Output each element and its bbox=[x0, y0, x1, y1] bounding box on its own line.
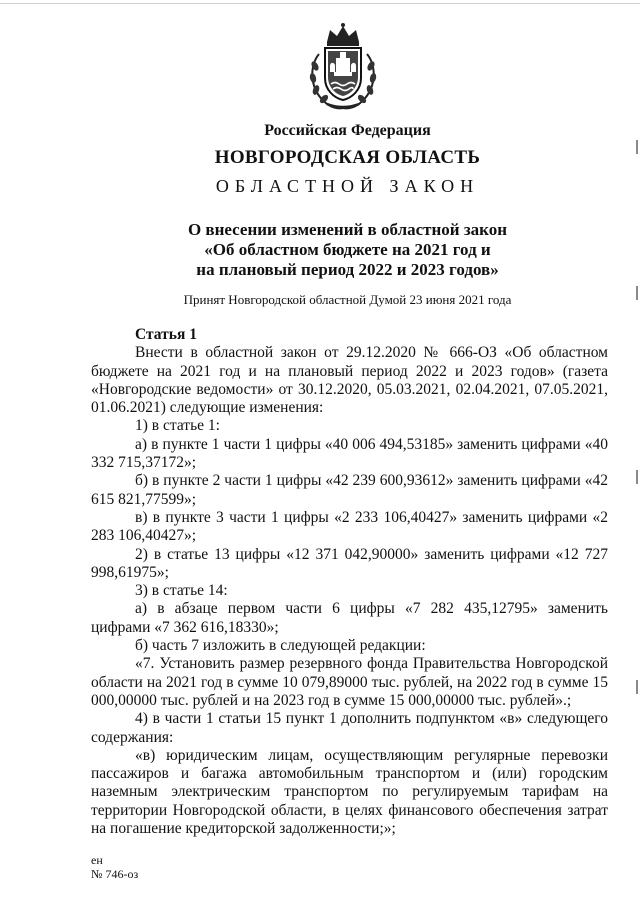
body-paragraph: а) в пункте 1 части 1 цифры «40 006 494,53185» заменить цифрами «40 332 715,37172»; bbox=[91, 435, 608, 472]
body-paragraph: 2) в статье 13 цифры «12 371 042,90000» заменить цифрами «12 727 998,61975»; bbox=[91, 545, 608, 581]
scan-edge-mark bbox=[636, 470, 638, 484]
region-heading: НОВГОРОДСКАЯ ОБЛАСТЬ bbox=[214, 147, 481, 168]
article-heading: Статья 1 bbox=[135, 326, 197, 343]
footer-initials: ен bbox=[91, 853, 103, 867]
footer-law-number: № 746-оз bbox=[91, 867, 139, 881]
law-body bbox=[91, 326, 608, 838]
body-paragraph: в) в пункте 3 части 1 цифры «2 233 106,40427» заменить цифрами «2 283 106,40427»; bbox=[91, 508, 608, 545]
body-paragraph: б) в пункте 2 части 1 цифры «42 239 600,93612» заменить цифрами «42 615 821,77599»; bbox=[91, 472, 608, 508]
document-footer bbox=[91, 853, 138, 881]
law-title-line: на плановый период 2022 и 2023 годов» bbox=[196, 260, 499, 279]
body-paragraph: «в) юридическим лицам, осуществляющим регулярные перевозки пассажиров и багажа автомобильным транспортом и (или) городским наземным электрическим транспортом по регулируемым тарифам на территории Новгородской области, в целях финансового обеспечения затрат на погашение кредиторской задолженности;»; bbox=[91, 746, 608, 838]
law-title-line: О внесении изменений в областной закон bbox=[187, 220, 508, 239]
adoption-note: Принят Новгородской областной Думой 23 июня 2021 года bbox=[183, 292, 512, 307]
body-paragraph: а) в абзаце первом части 6 цифры «7 282 435,12795» заменить цифрами «7 362 616,18330»; bbox=[91, 600, 608, 636]
scan-edge-mark bbox=[636, 680, 638, 694]
scan-top-edge bbox=[0, 3, 640, 4]
novgorod-coat-of-arms-icon bbox=[303, 20, 383, 112]
law-title-line: «Об областном бюджете на 2021 год и bbox=[204, 240, 491, 259]
law-type-heading: ОБЛАСТНОЙ ЗАКОН bbox=[215, 176, 480, 196]
body-paragraph: 1) в статье 1: bbox=[135, 417, 220, 435]
body-paragraph: б) часть 7 изложить в следующей редакции: bbox=[135, 637, 426, 655]
body-paragraph: «7. Установить размер резервного фонда Правительства Новгородской области на 2021 год в сумме 10 079,89000 тыс. рублей, на 2022 год в сумме 15 000,00000 тыс. рублей и на 2023 год в сумме 15 000,00000 тыс. рублей».; bbox=[91, 655, 608, 709]
body-paragraph: 3) в статье 14: bbox=[135, 582, 228, 600]
law-title bbox=[0, 220, 640, 280]
body-paragraph: Внести в областной закон от 29.12.2020 № 666-ОЗ «Об областном бюджете на 2021 год и на плановый период 2022 и 2023 годов» (газета «Новгородские ведомости» от 30.12.2020, 05.03.2021, 02.04.2021, 07.05.2021, 01.06.2021) следующие изменения: bbox=[91, 344, 608, 417]
federation-heading: Российская Федерация bbox=[264, 122, 431, 139]
body-paragraph: 4) в части 1 статьи 15 пункт 1 дополнить подпунктом «в» следующего содержания: bbox=[91, 710, 608, 746]
